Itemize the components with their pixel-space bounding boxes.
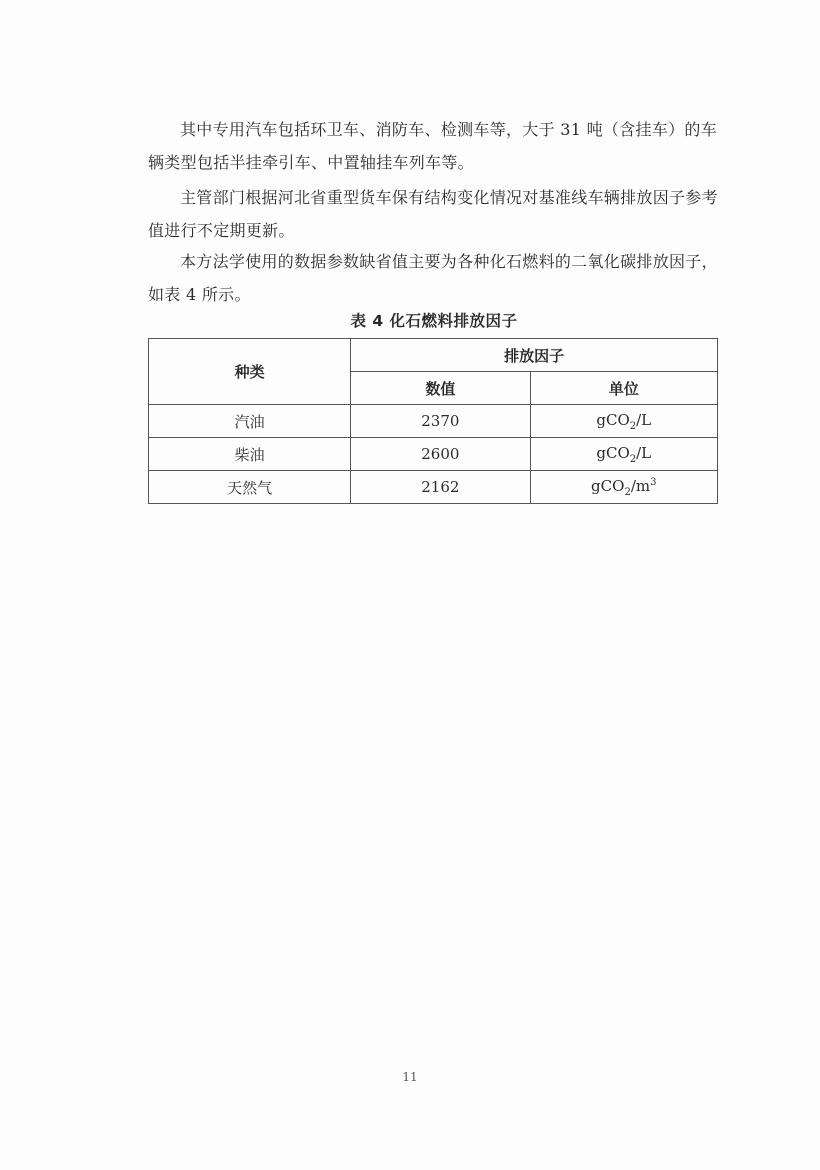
paragraph-special-vehicles: 其中专用汽车包括环卫车、消防车、检测车等，大于 31 吨（含挂车）的车辆类型包括半挂牵引车、中置轴挂车列车等。 xyxy=(148,120,718,172)
cell-unit xyxy=(530,405,717,438)
cell-fuel-type: 汽油 xyxy=(149,405,351,438)
paragraph-update-note: 主管部门根据河北省重型货车保有结构变化情况对基准线车辆排放因子参考值进行不定期更新。 xyxy=(148,188,718,240)
header-emission-factor: 排放因子 xyxy=(351,339,718,372)
table-row xyxy=(149,438,718,471)
unit-subscript: 2 xyxy=(629,453,637,465)
unit-suffix: /L xyxy=(636,410,652,429)
page-number: 11 xyxy=(402,1070,418,1084)
table-header-row xyxy=(149,339,718,372)
unit-superscript: 3 xyxy=(650,476,657,488)
emission-factor-table xyxy=(148,338,718,504)
unit-base: gCO xyxy=(596,410,630,429)
cell-value: 2370 xyxy=(351,405,530,438)
table-caption: 表 4 化石燃料排放因子 xyxy=(350,312,518,330)
unit-base: gCO xyxy=(591,476,625,495)
unit-suffix: /m xyxy=(630,476,651,495)
unit-base: gCO xyxy=(596,443,630,462)
header-unit: 单位 xyxy=(530,372,717,405)
cell-value: 2162 xyxy=(351,471,530,504)
cell-unit xyxy=(530,471,717,504)
table-row xyxy=(149,471,718,504)
paragraph-default-values: 本方法学使用的数据参数缺省值主要为各种化石燃料的二氧化碳排放因子，如表 4 所示。 xyxy=(148,252,718,304)
header-value: 数值 xyxy=(351,372,530,405)
unit-suffix: /L xyxy=(636,443,652,462)
cell-fuel-type: 天然气 xyxy=(149,471,351,504)
cell-value: 2600 xyxy=(351,438,530,471)
unit-subscript: 2 xyxy=(624,486,631,498)
header-fuel-type: 种类 xyxy=(149,339,351,405)
unit-subscript: 2 xyxy=(629,420,637,432)
cell-fuel-type: 柴油 xyxy=(149,438,351,471)
cell-unit xyxy=(530,438,717,471)
table-row xyxy=(149,405,718,438)
